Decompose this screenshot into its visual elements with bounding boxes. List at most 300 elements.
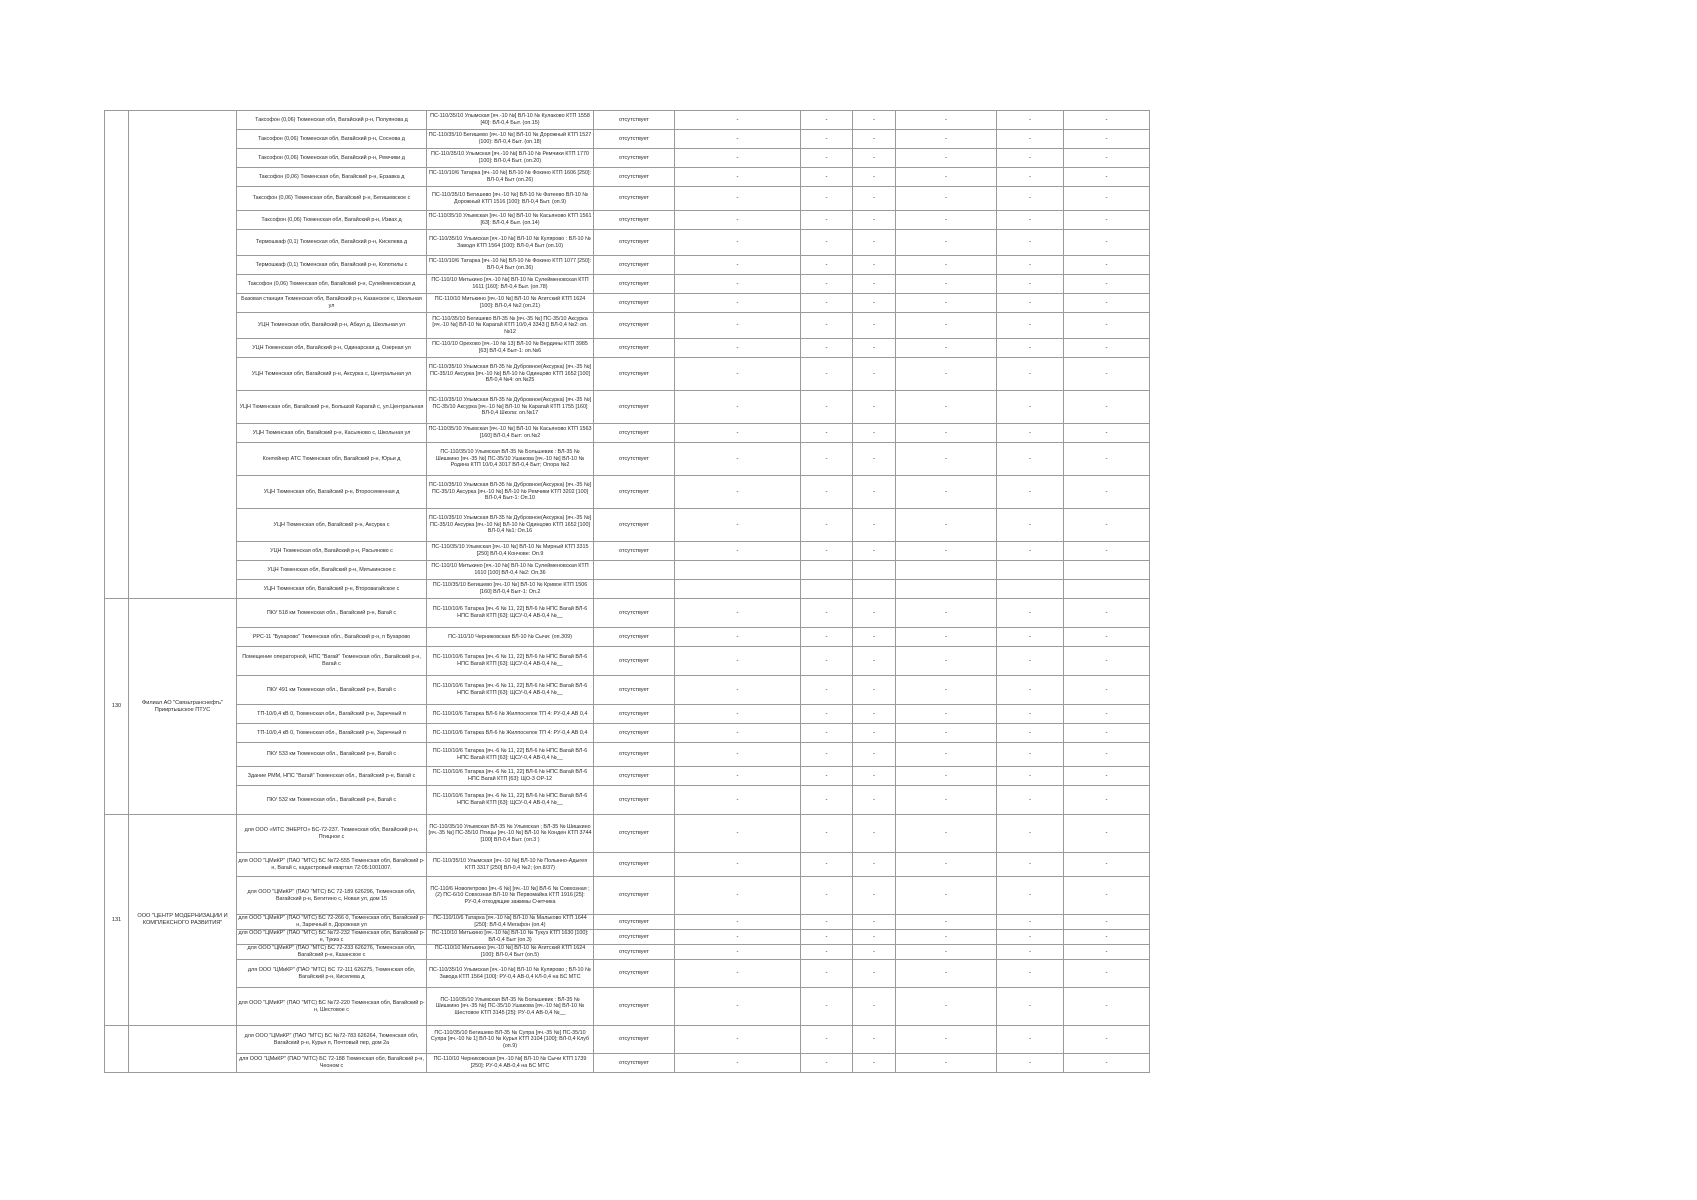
object-address-cell: УЦН Тюменская обл, Вагайский р-н, Абаул д, Школьная ул bbox=[237, 313, 427, 339]
value-cell: - bbox=[997, 149, 1064, 168]
value-cell: - bbox=[896, 988, 997, 1026]
value-cell: - bbox=[896, 509, 997, 542]
value-cell: - bbox=[675, 815, 801, 853]
value-cell: - bbox=[853, 647, 896, 676]
value-cell: - bbox=[853, 339, 896, 358]
table-row bbox=[105, 1026, 1150, 1054]
status-cell: отсутствует bbox=[594, 149, 675, 168]
value-cell: - bbox=[997, 391, 1064, 424]
value-cell: - bbox=[1064, 853, 1150, 877]
value-cell: - bbox=[853, 211, 896, 230]
value-cell: - bbox=[801, 187, 853, 211]
value-cell: - bbox=[675, 275, 801, 294]
value-cell: - bbox=[801, 815, 853, 853]
object-address-cell: для ООО «МТС ЭНЕРГО» БС-72-237. Тюменская обл, Вагайский р-н, Птицное с bbox=[237, 815, 427, 853]
power-source-cell: ПС-110/10/6 Татарка [яч.-6 № 11, 22] ВЛ-6 № НПС Вагай ВЛ-6 НПС Вагай КТП [63]: ЩСУ-0,4 АВ-0,4 №__ bbox=[427, 676, 594, 705]
status-cell: отсутствует bbox=[594, 724, 675, 743]
value-cell: - bbox=[801, 111, 853, 130]
value-cell: - bbox=[896, 211, 997, 230]
value-cell: - bbox=[801, 915, 853, 930]
value-cell: - bbox=[997, 443, 1064, 476]
value-cell: - bbox=[675, 1054, 801, 1073]
object-address-cell: ПКУ 518 км Тюменская обл., Вагайский р-н, Вагай с bbox=[237, 599, 427, 628]
value-cell: - bbox=[1064, 786, 1150, 815]
table-row bbox=[105, 130, 1150, 149]
object-address-cell: для ООО "ЦМиКР" (ПАО "МТС) БС №72-232 Тюменская обл, Вагайский р-н, Тукиз с bbox=[238, 930, 425, 943]
value-cell: - bbox=[997, 988, 1064, 1026]
value-cell: - bbox=[1064, 168, 1150, 187]
value-cell bbox=[896, 561, 997, 580]
status-cell: отсутствует bbox=[594, 509, 675, 542]
table-row bbox=[105, 256, 1150, 275]
table-row bbox=[105, 358, 1150, 391]
table-row bbox=[105, 628, 1150, 647]
value-cell: - bbox=[853, 111, 896, 130]
object-address-cell: Термошкаф (0,1) Тюменская обл, Вагайский р-н, Киселева д bbox=[237, 230, 427, 256]
value-cell: - bbox=[896, 1054, 997, 1073]
value-cell: - bbox=[675, 339, 801, 358]
power-source-cell: ПС-110/35/10 Улымская [яч.-10 №] ВЛ-10 № Кулярово ; ВЛ-10 № Завода КТП 1564 [100]: РУ-0,4 АВ-0,4 КЛ-0,4 на БС МТС bbox=[427, 960, 594, 988]
value-cell: - bbox=[896, 724, 997, 743]
status-cell: отсутствует bbox=[594, 391, 675, 424]
value-cell: - bbox=[896, 628, 997, 647]
value-cell: - bbox=[896, 1026, 997, 1054]
table-row bbox=[105, 476, 1150, 509]
value-cell: - bbox=[997, 1026, 1064, 1054]
power-source-cell: ПС-110/10/6 Татарка [яч.-6 № 11, 22] ВЛ-6 № НПС Вагай ВЛ-6 НПС Вагай КТП [63]: ЩСУ-0,4 АВ-0,4 №__ bbox=[427, 786, 594, 815]
table-row bbox=[105, 915, 1150, 930]
value-cell: - bbox=[1064, 915, 1150, 930]
status-cell: отсутствует bbox=[594, 767, 675, 786]
value-cell: - bbox=[801, 724, 853, 743]
value-cell: - bbox=[801, 391, 853, 424]
value-cell: - bbox=[896, 294, 997, 313]
value-cell: - bbox=[1064, 1054, 1150, 1073]
organization-name bbox=[129, 111, 237, 599]
status-cell: отсутствует bbox=[594, 705, 675, 724]
status-cell: отсутствует bbox=[594, 930, 675, 945]
status-cell: отсутствует bbox=[594, 339, 675, 358]
value-cell: - bbox=[896, 424, 997, 443]
value-cell: - bbox=[801, 211, 853, 230]
value-cell: - bbox=[1064, 945, 1150, 960]
value-cell: - bbox=[853, 1026, 896, 1054]
organization-name: ООО "ЦЕНТР МОДЕРНИЗАЦИИ И КОМПЛЕКСНОГО РАЗВИТИЯ" bbox=[129, 815, 237, 1026]
power-source-cell: ПС-110/10/6 Татарка [яч.-6 № 11, 22] ВЛ-6 № НПС Вагай ВЛ-6 НПС Вагай КТП [63]: ЩСУ-0,4 АВ-0,4 №__ bbox=[427, 647, 594, 676]
value-cell: - bbox=[675, 111, 801, 130]
value-cell: - bbox=[801, 275, 853, 294]
object-address-cell: УЦН Тюменская обл, Вагайский р-н, Митькинское с bbox=[237, 561, 427, 580]
power-source-cell: ПС-110/10 Черниковская ВЛ-10 № Сычи: (оп.309) bbox=[427, 628, 594, 647]
status-cell: отсутствует bbox=[594, 130, 675, 149]
value-cell: - bbox=[997, 542, 1064, 561]
value-cell: - bbox=[1064, 313, 1150, 339]
value-cell: - bbox=[997, 339, 1064, 358]
status-cell: отсутствует bbox=[594, 853, 675, 877]
value-cell: - bbox=[675, 853, 801, 877]
value-cell bbox=[675, 580, 801, 599]
value-cell: - bbox=[1064, 187, 1150, 211]
value-cell: - bbox=[1064, 111, 1150, 130]
value-cell: - bbox=[896, 815, 997, 853]
object-address-cell: для ООО "ЦМиКР" (ПАО "МТС) БС 72-111 626275, Тюменская обл, Вагайский р-н, Киселева д bbox=[237, 960, 427, 988]
table-row bbox=[105, 676, 1150, 705]
value-cell: - bbox=[801, 767, 853, 786]
power-source-cell: ПС-110/35/10 Улымская ВЛ-35 № Дубровное(Аксурка) [яч.-35 №] ПС-35/10 Аксурка [яч.-10 №] ВЛ-10 № Одинцово КТП 1652 [100] ВЛ-0,4 №4: оп.№25 bbox=[427, 358, 594, 391]
value-cell: - bbox=[853, 130, 896, 149]
object-address-cell: Базовая станция Тюменская обл, Вагайский р-н, Казанское с, Школьная ул bbox=[237, 294, 427, 313]
object-address-cell: УЦН Тюменская обл, Вагайский р-н, Аксурка с, Центральная ул bbox=[237, 358, 427, 391]
power-source-cell: ПС-110/35/10 Бегишево [яч.-10 №] ВЛ-10 № Дорожный КТП 1527 (100): ВЛ-0,4 Быт. (оп.18) bbox=[427, 130, 594, 149]
value-cell: - bbox=[675, 313, 801, 339]
power-source-cell: ПС-110/35/10 Улымская ВЛ-35 № Дубровное(Аксурка) [яч.-35 №] ПС-35/10 Аксурка [яч.-10 №] ВЛ-10 № Одинцово КТП 1652 [100] ВЛ-0,4 №1: Оп.16 bbox=[427, 509, 594, 542]
status-cell: отсутствует bbox=[594, 960, 675, 988]
object-address-cell: Таксофон (0,06) Тюменская обл, Вагайский р-н, Бегишевское с bbox=[237, 187, 427, 211]
value-cell: - bbox=[853, 815, 896, 853]
value-cell: - bbox=[801, 424, 853, 443]
value-cell: - bbox=[853, 599, 896, 628]
object-address-cell: ПКУ 491 км Тюменская обл., Вагайский р-н, Вагай с bbox=[237, 676, 427, 705]
value-cell: - bbox=[853, 705, 896, 724]
value-cell: - bbox=[853, 877, 896, 915]
status-cell: отсутствует bbox=[594, 111, 675, 130]
object-address-cell: Таксофон (0,06) Тюменская обл, Вагайский р-н, Извах д bbox=[237, 211, 427, 230]
power-source-cell: ПС-110/10 Митькино [яч.-10 №] ВЛ-10 № Сулейменовская КТП 1610 [100] ВЛ-0,4 №2: Оп.36 bbox=[427, 561, 594, 580]
value-cell: - bbox=[997, 877, 1064, 915]
power-source-cell: ПС-110/10 Черниковская [яч.-10 №] ВЛ-10 № Сычи КТП 1739 [250]: РУ-0,4 АВ-0,4 на БС МТС bbox=[427, 1054, 594, 1073]
value-cell: - bbox=[896, 339, 997, 358]
status-cell: отсутствует bbox=[594, 945, 675, 960]
value-cell: - bbox=[853, 294, 896, 313]
value-cell: - bbox=[997, 275, 1064, 294]
value-cell: - bbox=[896, 767, 997, 786]
table-row bbox=[105, 786, 1150, 815]
value-cell: - bbox=[997, 111, 1064, 130]
value-cell bbox=[801, 580, 853, 599]
value-cell: - bbox=[997, 599, 1064, 628]
value-cell: - bbox=[997, 168, 1064, 187]
table-row bbox=[105, 230, 1150, 256]
power-source-cell: ПС-110/10 Митькино [яч.-10 №] ВЛ-10 № Сулейменовская КТП 1611 [160]: ВЛ-0,4 Быт. (оп.78) bbox=[427, 275, 594, 294]
value-cell: - bbox=[675, 358, 801, 391]
value-cell: - bbox=[896, 230, 997, 256]
status-cell: отсутствует bbox=[594, 230, 675, 256]
value-cell: - bbox=[675, 211, 801, 230]
object-address-cell: для ООО "ЦМиКР" (ПАО "МТС) БС №72-783 626264, Тюменская обл, Вагайский р-н, Курья п, Почтовый пер, дом 2а bbox=[237, 1026, 427, 1054]
object-address-cell: для ООО "ЦМиКР" (ПАО "МТС) БС №72-220 Тюменская обл, Вагайский р-н, Шестовое с bbox=[237, 988, 427, 1026]
value-cell: - bbox=[997, 705, 1064, 724]
value-cell: - bbox=[853, 313, 896, 339]
table-row bbox=[105, 424, 1150, 443]
value-cell: - bbox=[853, 676, 896, 705]
power-source-cell: ПС-110/10 Орехово [яч.-10 № 13] ВЛ-10 № Вердины КТП 3985 [63] ВЛ-0,4 Быт-1: оп.№6 bbox=[427, 339, 594, 358]
value-cell: - bbox=[997, 130, 1064, 149]
value-cell bbox=[997, 561, 1064, 580]
value-cell: - bbox=[853, 256, 896, 275]
power-source-cell: ПС-110/10/6 Татарка [яч.-6 № 11, 22] ВЛ-6 № НПС Вагай ВЛ-6 НПС Вагай КТП [63]: ЩО-3 ОР-12 bbox=[427, 767, 594, 786]
object-address-cell: ТП-10/0,4 кВ 0, Тюменская обл., Вагайский р-н, Заречный п bbox=[237, 705, 427, 724]
value-cell: - bbox=[1064, 1026, 1150, 1054]
value-cell: - bbox=[997, 1054, 1064, 1073]
value-cell: - bbox=[896, 313, 997, 339]
status-cell: отсутствует bbox=[594, 676, 675, 705]
value-cell: - bbox=[1064, 628, 1150, 647]
value-cell: - bbox=[1064, 391, 1150, 424]
value-cell: - bbox=[801, 628, 853, 647]
value-cell: - bbox=[801, 786, 853, 815]
object-address-cell: Таксофон (0,06) Тюменская обл, Вагайский р-н, Соснова д bbox=[237, 130, 427, 149]
status-cell: отсутствует bbox=[594, 256, 675, 275]
value-cell: - bbox=[896, 443, 997, 476]
value-cell: - bbox=[801, 149, 853, 168]
value-cell bbox=[997, 580, 1064, 599]
status-cell: отсутствует bbox=[594, 786, 675, 815]
value-cell: - bbox=[896, 168, 997, 187]
status-cell bbox=[594, 561, 675, 580]
value-cell bbox=[1064, 561, 1150, 580]
power-source-cell: ПС-110/35/10 Бегишево [яч.-10 №] ВЛ-10 № Фатеево ВЛ-10 № Дорожный КТП 1516 [100]: ВЛ-0,4 Быт. (оп.9) bbox=[427, 187, 594, 211]
table-row bbox=[105, 930, 1150, 945]
status-cell: отсутствует bbox=[594, 294, 675, 313]
value-cell: - bbox=[675, 187, 801, 211]
table-row bbox=[105, 988, 1150, 1026]
data-table bbox=[104, 110, 1150, 1073]
value-cell: - bbox=[675, 130, 801, 149]
table-row bbox=[105, 542, 1150, 561]
value-cell: - bbox=[675, 1026, 801, 1054]
row-number: 130 bbox=[105, 599, 129, 815]
power-source-cell: ПС-110/35/10 Бегишево ВЛ-35 № Супра [яч.-35 №] ПС-35/10 Супра [яч.-10 № 1] ВЛ-10 № Курья КТП 3104 [100]; ВЛ-0,4 Клуб (оп.9) bbox=[427, 1026, 594, 1054]
value-cell: - bbox=[1064, 476, 1150, 509]
object-address-cell: ПКУ 533 км Тюменская обл., Вагайский р-н, Вагай с bbox=[237, 743, 427, 767]
value-cell: - bbox=[1064, 930, 1150, 945]
value-cell: - bbox=[801, 509, 853, 542]
table-row bbox=[105, 168, 1150, 187]
value-cell: - bbox=[1064, 705, 1150, 724]
value-cell: - bbox=[896, 275, 997, 294]
object-address-cell: Таксофон (0,06) Тюменская обл, Вагайский р-н, Ремчики д bbox=[237, 149, 427, 168]
object-address-cell: Термошкаф (0,1) Тюменская обл, Вагайский р-н, Копотилы с bbox=[237, 256, 427, 275]
status-cell: отсутствует bbox=[594, 275, 675, 294]
table-row bbox=[105, 561, 1150, 580]
value-cell: - bbox=[896, 476, 997, 509]
table-row bbox=[105, 111, 1150, 130]
value-cell: - bbox=[801, 960, 853, 988]
table-row bbox=[105, 294, 1150, 313]
value-cell: - bbox=[675, 443, 801, 476]
value-cell: - bbox=[997, 294, 1064, 313]
value-cell: - bbox=[1064, 230, 1150, 256]
power-source-cell: ПС-110/35/10 Улымская [яч.-10 №] ВЛ-10 № Касьяново КТП 1563 [160] ВЛ-0,4 Быт: оп.№2 bbox=[427, 424, 594, 443]
power-source-cell: ПС-110/35/10 Улымская [яч.-10 №] ВЛ-10 № Кулярово : ВЛ-10 № Заводя КТП 1564 [100]: ВЛ-0,4 Быт (оп.10) bbox=[427, 230, 594, 256]
object-address-cell: Таксофон (0,06) Тюменская обл, Вагайский р-н, Ерзавка д bbox=[237, 168, 427, 187]
value-cell: - bbox=[997, 743, 1064, 767]
value-cell: - bbox=[1064, 358, 1150, 391]
row-number bbox=[105, 111, 129, 599]
table-row bbox=[105, 960, 1150, 988]
status-cell bbox=[594, 580, 675, 599]
value-cell: - bbox=[896, 786, 997, 815]
value-cell bbox=[853, 561, 896, 580]
value-cell bbox=[801, 561, 853, 580]
value-cell bbox=[1064, 580, 1150, 599]
power-source-cell: ПС-110/10/6 Татарка [яч.-6 № 11, 22] ВЛ-6 № НПС Вагай ВЛ-6 НПС Вагай КТП [63]: ЩСУ-0,4 АВ-0,4 №__ bbox=[427, 599, 594, 628]
table-row bbox=[105, 815, 1150, 853]
value-cell: - bbox=[1064, 960, 1150, 988]
object-address-cell: ПКУ 532 км Тюменская обл., Вагайский р-н, Вагай с bbox=[237, 786, 427, 815]
value-cell: - bbox=[1064, 542, 1150, 561]
value-cell: - bbox=[675, 647, 801, 676]
organization-name: Филиал АО "Связьтранснефть" Прииртышское ПТУС bbox=[129, 599, 237, 815]
power-source-cell: ПС-110/10/6 Татарка ВЛ-6 № Жилпоселок ТП 4: РУ-0,4 АВ 0,4 bbox=[427, 705, 594, 724]
value-cell: - bbox=[1064, 509, 1150, 542]
value-cell: - bbox=[853, 988, 896, 1026]
value-cell: - bbox=[675, 877, 801, 915]
value-cell: - bbox=[1064, 815, 1150, 853]
status-cell: отсутствует bbox=[594, 628, 675, 647]
table-row bbox=[105, 339, 1150, 358]
object-address-cell: Здание РММ, НПС "Вагай" Тюменская обл., Вагайский р-н, Вагай с bbox=[237, 767, 427, 786]
value-cell: - bbox=[801, 230, 853, 256]
value-cell: - bbox=[1064, 294, 1150, 313]
table-row bbox=[105, 877, 1150, 915]
object-address-cell: УЦН Тюменская обл, Вагайский р-н, Большой Карагай с, ул.Центральная bbox=[237, 391, 427, 424]
power-source-cell: ПС-110/35/10 Улымская ВЛ-35 № Большевик : ВЛ-35 № Шишкино [яч.-35 №] ПС-35/10 Ушакова [яч.-10 №] ВЛ-10 № Родина КТП 10/0,4 3017 ВЛ-0,4 Быт; Опора №2 bbox=[427, 443, 594, 476]
value-cell: - bbox=[801, 988, 853, 1026]
value-cell: - bbox=[1064, 424, 1150, 443]
object-address-cell: Таксофон (0,06) Тюменская обл, Вагайский р-н, Полуянова д bbox=[237, 111, 427, 130]
value-cell: - bbox=[1064, 130, 1150, 149]
status-cell: отсутствует bbox=[594, 743, 675, 767]
value-cell: - bbox=[997, 786, 1064, 815]
value-cell: - bbox=[896, 599, 997, 628]
value-cell: - bbox=[997, 915, 1064, 930]
value-cell: - bbox=[853, 1054, 896, 1073]
value-cell: - bbox=[1064, 149, 1150, 168]
organization-name bbox=[129, 1026, 237, 1073]
value-cell: - bbox=[675, 509, 801, 542]
value-cell: - bbox=[801, 705, 853, 724]
value-cell: - bbox=[896, 705, 997, 724]
value-cell: - bbox=[675, 149, 801, 168]
power-source-cell: ПС-110/10/6 Татарка [яч.-10 №] ВЛ-10 № Фокино КТП 1606 [250]: ВЛ-0,4 Быт (оп.26) bbox=[427, 168, 594, 187]
table-row bbox=[105, 443, 1150, 476]
value-cell: - bbox=[896, 743, 997, 767]
value-cell: - bbox=[853, 724, 896, 743]
value-cell: - bbox=[997, 313, 1064, 339]
value-cell: - bbox=[896, 877, 997, 915]
value-cell: - bbox=[896, 149, 997, 168]
value-cell: - bbox=[675, 294, 801, 313]
value-cell: - bbox=[675, 930, 801, 945]
power-source-cell: ПС-110/35/10 Бегишево ВЛ-35 № [яч.-35 №] ПС-35/10 Аксурка [яч.-10 №] ВЛ-10 № Карагай КТП 10/0,4 3343 [] ВЛ-0,4 №2: оп.№12 bbox=[427, 313, 594, 339]
table-row bbox=[105, 149, 1150, 168]
value-cell: - bbox=[801, 930, 853, 945]
status-cell: отсутствует bbox=[594, 168, 675, 187]
value-cell: - bbox=[675, 391, 801, 424]
object-address-cell: ТП-10/0,4 кВ 0, Тюменская обл., Вагайский р-н, Заречный п bbox=[237, 724, 427, 743]
value-cell: - bbox=[675, 168, 801, 187]
value-cell: - bbox=[997, 358, 1064, 391]
value-cell: - bbox=[801, 1054, 853, 1073]
table-row bbox=[105, 391, 1150, 424]
value-cell: - bbox=[997, 930, 1064, 945]
value-cell: - bbox=[675, 705, 801, 724]
status-cell: отсутствует bbox=[594, 1054, 675, 1073]
power-source-cell: ПС-110/35/10 Бегишево [яч.-10 №] ВЛ-10 № Кривое КТП 1506 [160] ВЛ-0,4 Быт-1: Оп.2 bbox=[427, 580, 594, 599]
value-cell: - bbox=[801, 542, 853, 561]
table-row bbox=[105, 187, 1150, 211]
power-source-cell: ПС-110/35/10 Улымская ВЛ-35 № Дубровное(Аксурка) [яч.-35 №] ПС-35/10 Аксурка [яч.-10 №] ВЛ-10 № Карагай КТП 1755 [160] ВЛ-0,4 Школа: оп.№17 bbox=[427, 391, 594, 424]
value-cell: - bbox=[675, 230, 801, 256]
object-address-cell: УЦН Тюменская обл, Вагайский р-н, Расьяново с bbox=[237, 542, 427, 561]
status-cell: отсутствует bbox=[594, 542, 675, 561]
value-cell: - bbox=[896, 853, 997, 877]
value-cell: - bbox=[997, 945, 1064, 960]
table-row bbox=[105, 313, 1150, 339]
value-cell: - bbox=[997, 724, 1064, 743]
status-cell: отсутствует bbox=[594, 187, 675, 211]
value-cell: - bbox=[1064, 877, 1150, 915]
value-cell: - bbox=[801, 1026, 853, 1054]
value-cell: - bbox=[896, 130, 997, 149]
table-row bbox=[105, 599, 1150, 628]
value-cell: - bbox=[801, 313, 853, 339]
value-cell: - bbox=[853, 743, 896, 767]
value-cell: - bbox=[997, 476, 1064, 509]
value-cell: - bbox=[853, 853, 896, 877]
value-cell: - bbox=[997, 960, 1064, 988]
value-cell: - bbox=[853, 230, 896, 256]
value-cell: - bbox=[896, 676, 997, 705]
value-cell: - bbox=[1064, 676, 1150, 705]
value-cell: - bbox=[675, 542, 801, 561]
status-cell: отсутствует bbox=[594, 313, 675, 339]
value-cell: - bbox=[1064, 275, 1150, 294]
value-cell: - bbox=[801, 676, 853, 705]
value-cell: - bbox=[853, 786, 896, 815]
value-cell: - bbox=[675, 628, 801, 647]
value-cell: - bbox=[853, 930, 896, 945]
value-cell: - bbox=[853, 424, 896, 443]
value-cell: - bbox=[853, 476, 896, 509]
value-cell: - bbox=[997, 187, 1064, 211]
status-cell: отсутствует bbox=[594, 211, 675, 230]
power-source-cell: ПС-110/35/10 Улымская [яч.-10 №] ВЛ-10 № Ремчики КТП 1770 [100]: ВЛ-0,4 Быт. (оп.20) bbox=[427, 149, 594, 168]
object-address-cell: УЦН Тюменская обл, Вагайский р-н, Одинарская д, Озерная ул bbox=[237, 339, 427, 358]
power-source-cell: ПС-110/10/6 Татарка [яч.-10 №] ВЛ-10 № Мальково КТП 1644 [250]: ВЛ-0,4 Мегафон (оп.4) bbox=[427, 915, 594, 930]
power-source-cell: ПС-110/35/10 Улымская [яч.-10 №] ВЛ-10 № Кулаково КТП 1558 [40]: ВЛ-0,4 Быт. (оп.15) bbox=[427, 111, 594, 130]
value-cell: - bbox=[801, 168, 853, 187]
value-cell: - bbox=[853, 767, 896, 786]
status-cell: отсутствует bbox=[594, 358, 675, 391]
object-address-cell: для ООО "ЦМиКР" (ПАО "МТС) БС 72-266 0, Тюменская обл, Вагайский р-н, Заречный п, Дорожная ул bbox=[238, 915, 425, 928]
value-cell: - bbox=[853, 915, 896, 930]
table-row bbox=[105, 580, 1150, 599]
object-address-cell: для ООО "ЦМиКР" (ПАО "МТС) БС 72-233 626276, Тюменская обл, Вагайский р-н, Казанское с bbox=[237, 945, 427, 960]
power-source-cell: ПС-110/10 Митькино [яч.-10 №] ВЛ-10 № Тукуз КТП 1630 [100]: ВЛ-0,4 Быт (оп.3) bbox=[427, 930, 594, 945]
value-cell: - bbox=[675, 960, 801, 988]
status-cell: отсутствует bbox=[594, 443, 675, 476]
power-source-cell: ПС-110/10/6 Татарка ВЛ-6 № Жилпоселок ТП 4: РУ-0,4 АВ 0,4 bbox=[427, 724, 594, 743]
value-cell: - bbox=[896, 358, 997, 391]
value-cell: - bbox=[853, 391, 896, 424]
table-row bbox=[105, 945, 1150, 960]
table-row bbox=[105, 1054, 1150, 1073]
value-cell: - bbox=[896, 187, 997, 211]
power-source-cell: ПС-110/10 Митькино [яч.-10 №] ВЛ-10 № Агитский КТП 1624 [100]: ВЛ-0,4 Быт (оп.5) bbox=[427, 945, 594, 960]
value-cell: - bbox=[801, 877, 853, 915]
